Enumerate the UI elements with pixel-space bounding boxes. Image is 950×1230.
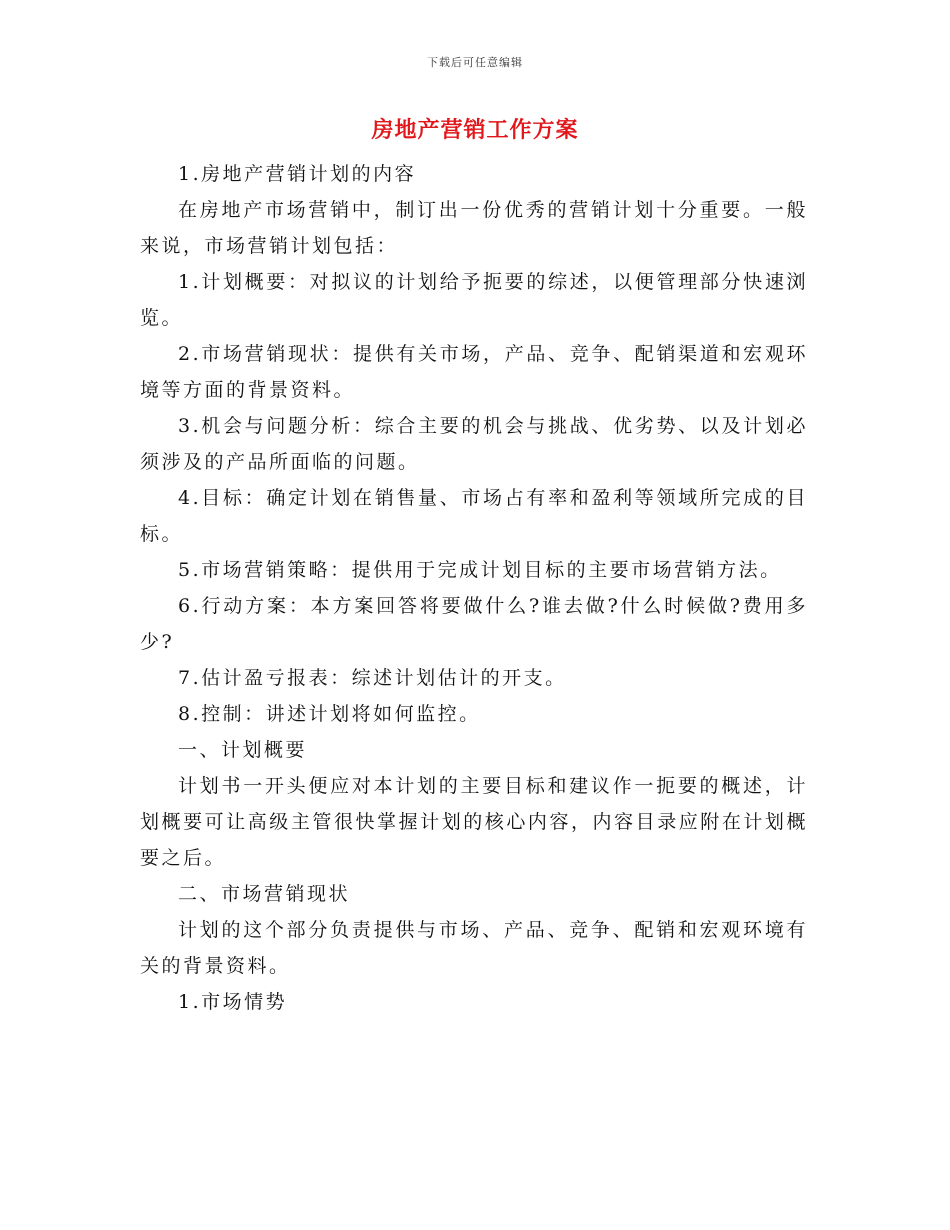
paragraph: 1.市场情势 (178, 991, 288, 1013)
paragraph: 计划书一开头便应对本计划的主要目标和建议作一扼要的概述，计划概要可让高级主管很快掌握计划的核心内容，内容目录应附在计划概要之后。 (140, 775, 808, 869)
paragraph: 计划的这个部分负责提供与市场、产品、竞争、配销和宏观环境有关的背景资料。 (140, 919, 808, 977)
section-heading: 二、市场营销现状 (178, 883, 351, 905)
paragraph: 8.控制：讲述计划将如何监控。 (178, 703, 481, 725)
paragraph: 1.房地产营销计划的内容 (178, 163, 417, 185)
paragraph: 3.机会与问题分析：综合主要的机会与挑战、优劣势、以及计划必须涉及的产品所面临的问题。 (140, 415, 808, 473)
paragraph: 5.市场营销策略：提供用于完成计划目标的主要市场营销方法。 (178, 559, 782, 581)
paragraph: 2.市场营销现状：提供有关市场，产品、竞争、配销渠道和宏观环境等方面的背景资料。 (140, 343, 808, 401)
paragraph: 7.估计盈亏报表：综述计划估计的开支。 (178, 667, 567, 689)
section-heading: 一、计划概要 (178, 739, 308, 761)
paragraph: 6.行动方案：本方案回答将要做什么?谁去做?什么时候做?费用多少? (140, 595, 808, 653)
document-title: 房地产营销工作方案 (371, 117, 579, 143)
document-body (140, 156, 808, 1020)
paragraph: 1.计划概要：对拟议的计划给予扼要的综述，以便管理部分快速浏览。 (140, 271, 808, 329)
header-note: 下载后可任意编辑 (427, 56, 523, 69)
paragraph: 4.目标：确定计划在销售量、市场占有率和盈利等领域所完成的目标。 (140, 487, 808, 545)
paragraph: 在房地产市场营销中，制订出一份优秀的营销计划十分重要。一般来说，市场营销计划包括： (140, 199, 808, 257)
